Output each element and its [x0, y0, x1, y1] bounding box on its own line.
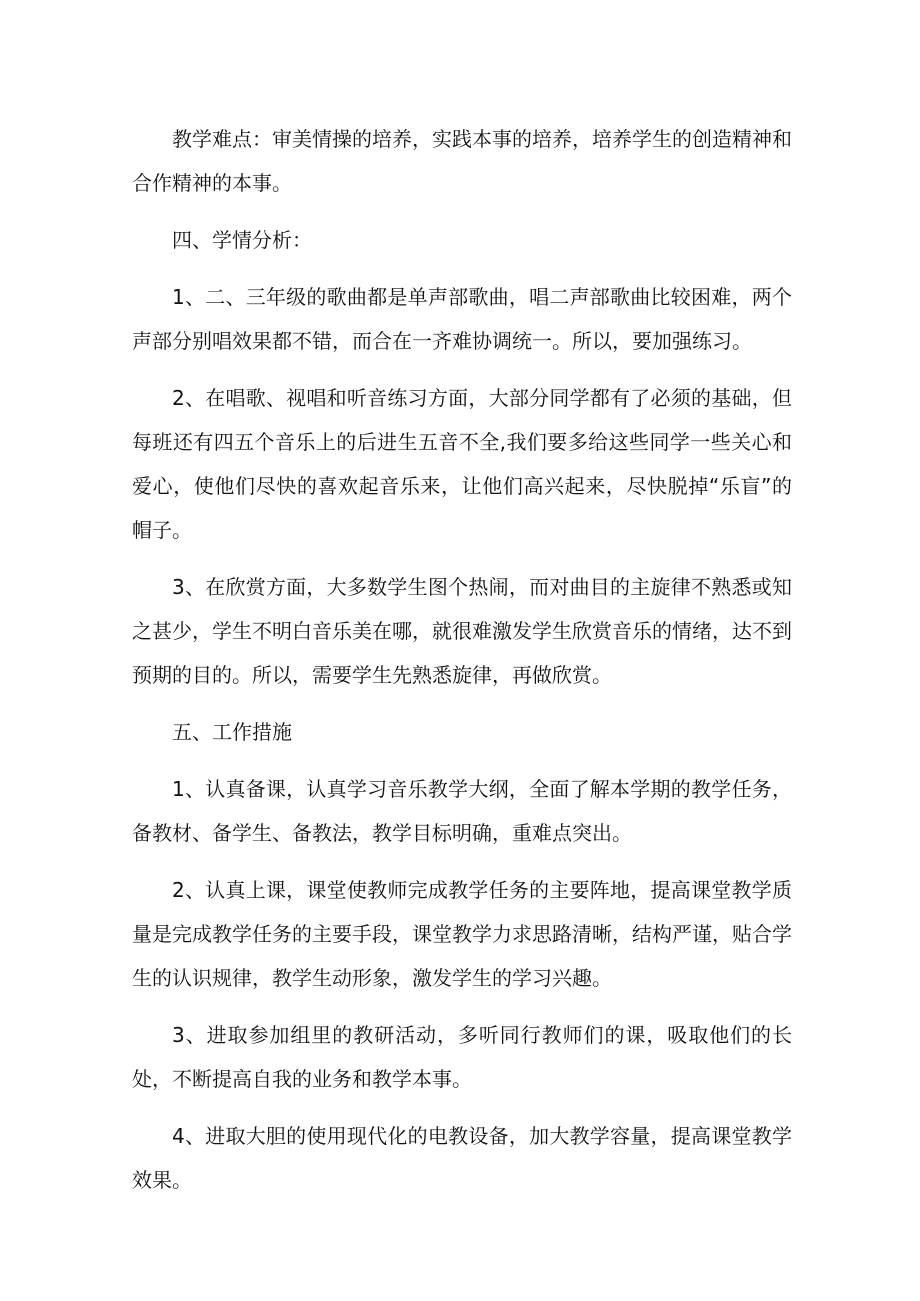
section-heading-learning-analysis: 四、学情分析：: [172, 228, 312, 252]
paragraph-measure-3: 3、进取参加组里的教研活动，多听同行教师们的课，吸取他们的长处，不断提高自我的业务和教学本事。: [132, 1023, 792, 1091]
paragraph-measure-2: 2、认真上课，课堂使教师完成教学任务的主要阵地，提高课堂教学质量是完成教学任务的主要手段，课堂教学力求思路清晰，结构严谨，贴合学生的认识规律，教学生动形象，激发学生的学习兴趣。: [132, 878, 792, 990]
paragraph-analysis-1: 1、二、三年级的歌曲都是单声部歌曲，唱二声部歌曲比较困难，两个声部分别唱效果都不错，而合在一齐难协调统一。所以，要加强练习。: [132, 285, 792, 353]
paragraph-analysis-3: 3、在欣赏方面，大多数学生图个热闹，而对曲目的主旋律不熟悉或知之甚少，学生不明白音乐美在哪，就很难激发学生欣赏音乐的情绪，达不到预期的目的。所以，需要学生先熟悉旋律，再做欣赏。: [132, 575, 792, 687]
section-heading-work-measures: 五、工作措施: [172, 720, 292, 744]
paragraph-analysis-2: 2、在唱歌、视唱和听音练习方面，大部分同学都有了必须的基础，但每班还有四五个音乐上的后进生五音不全,我们要多给这些同学一些关心和爱心，使他们尽快的喜欢起音乐来，让他们高兴起来，尽快脱掉“乐盲”的帽子。: [132, 386, 792, 542]
paragraph-teaching-difficulties: 教学难点：审美情操的培养，实践本事的培养，培养学生的创造精神和合作精神的本事。: [132, 127, 792, 195]
paragraph-measure-1: 1、认真备课，认真学习音乐教学大纲，全面了解本学期的教学任务，备教材、备学生、备教法，教学目标明确，重难点突出。: [132, 777, 792, 845]
paragraph-measure-4: 4、进取大胆的使用现代化的电教设备，加大教学容量，提高课堂教学效果。: [132, 1124, 792, 1192]
document-body: [132, 117, 792, 1215]
